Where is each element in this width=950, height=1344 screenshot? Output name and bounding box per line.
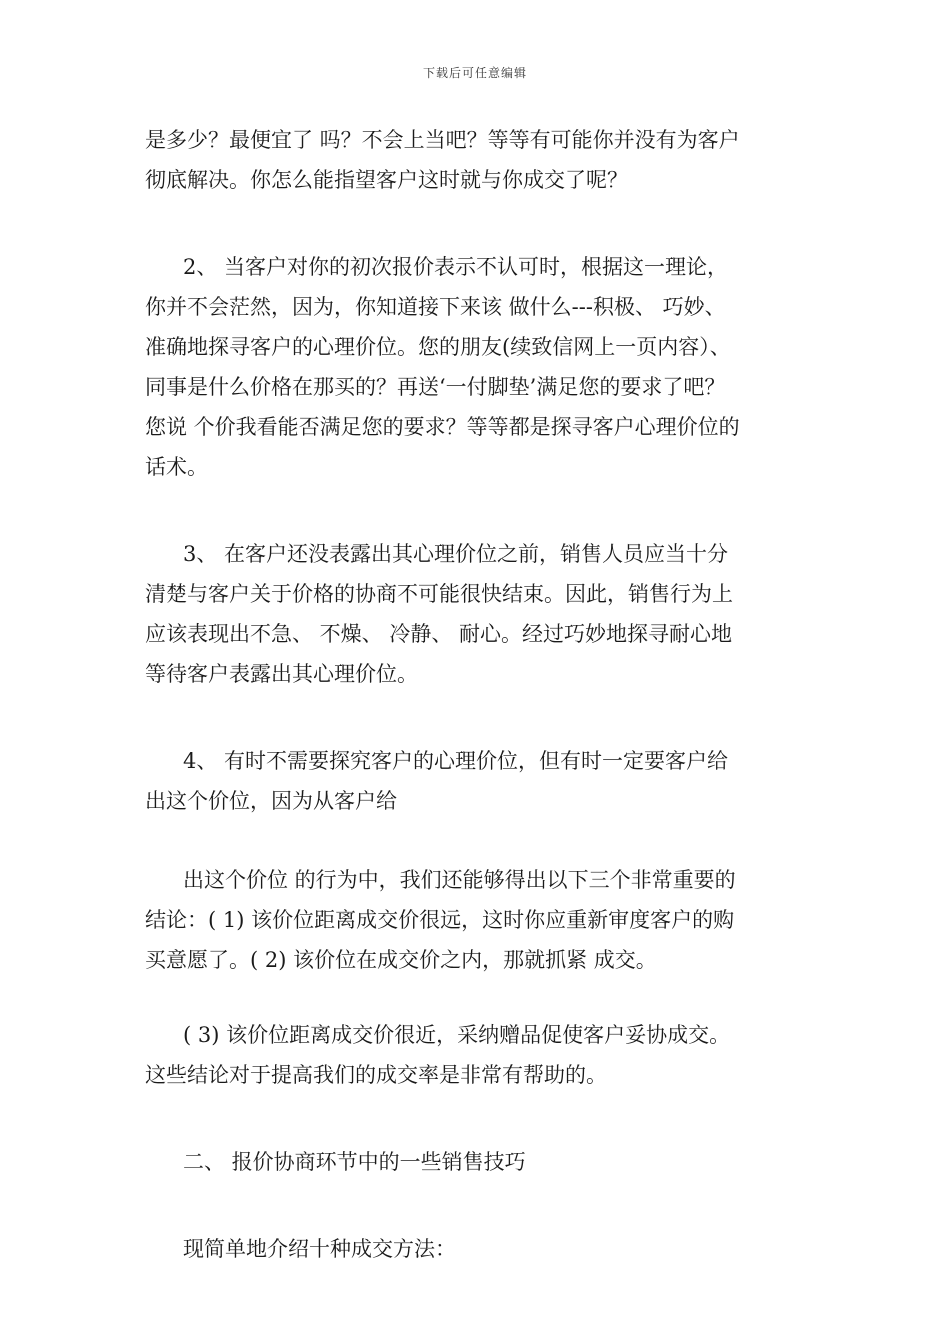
text-line: 同事是什么价格在那买的？再送‘一付脚垫’满足您的要求了吧？	[145, 375, 726, 399]
paragraph-2	[145, 247, 810, 487]
section-heading	[145, 1142, 810, 1182]
text-line: 准确地探寻客户的心理价位。您的朋友(续致信网上一页内容）、	[145, 335, 731, 359]
paragraph-1	[145, 120, 810, 200]
text-line: 出这个价位，因为从客户给	[145, 789, 397, 813]
text-line: 您说 个价我看能否满足您的要求？等等都是探寻客户心理价位的	[145, 415, 740, 439]
text-line: 你并不会茫然，因为，你知道接下来该 做什么---积极、 巧妙、	[145, 295, 726, 319]
paragraph-8	[145, 1229, 810, 1269]
text-line: 买意愿了。( 2) 该价位在成交价之内，那就抓紧 成交。	[145, 948, 657, 972]
document-body	[145, 120, 810, 1269]
paragraph-4	[145, 741, 810, 821]
text-line: 清楚与客户关于价格的协商不可能很快结束。因此，销售行为上	[145, 582, 733, 606]
text-line: 是多少？最便宜了 吗？不会上当吧？等等有可能你并没有为客户	[145, 128, 740, 152]
text-line: 应该表现出不急、 不燥、 冷静、 耐心。经过巧妙地探寻耐心地	[145, 622, 733, 646]
paragraph-5	[145, 860, 810, 980]
page-header: 下载后可任意编辑	[422, 66, 527, 80]
text-line: 4、 有时不需要探究客户的心理价位，但有时一定要客户给	[183, 749, 729, 773]
text-line: 结论：( 1) 该价位距离成交价很远，这时你应重新审度客户的购	[145, 908, 735, 932]
text-line: 2、 当客户对你的初次报价表示不认可时，根据这一理论，	[183, 255, 729, 279]
text-line: 出这个价位 的行为中，我们还能够得出以下三个非常重要的	[183, 868, 736, 892]
text-line: ( 3) 该价位距离成交价很近，采纳赠品促使客户妥协成交。	[183, 1023, 731, 1047]
text-line: 彻底解决。你怎么能指望客户这时就与你成交了呢？	[145, 168, 628, 192]
text-line: 二、 报价协商环节中的一些销售技巧	[183, 1150, 526, 1174]
paragraph-6	[145, 1015, 810, 1095]
paragraph-3	[145, 534, 810, 694]
text-line: 话术。	[145, 455, 208, 479]
text-line: 这些结论对于提高我们的成交率是非常有帮助的。	[145, 1063, 607, 1087]
text-line: 等待客户表露出其心理价位。	[145, 662, 418, 686]
text-line: 现简单地介绍十种成交方法：	[183, 1237, 456, 1261]
text-line: 3、 在客户还没表露出其心理价位之前，销售人员应当十分	[183, 542, 729, 566]
